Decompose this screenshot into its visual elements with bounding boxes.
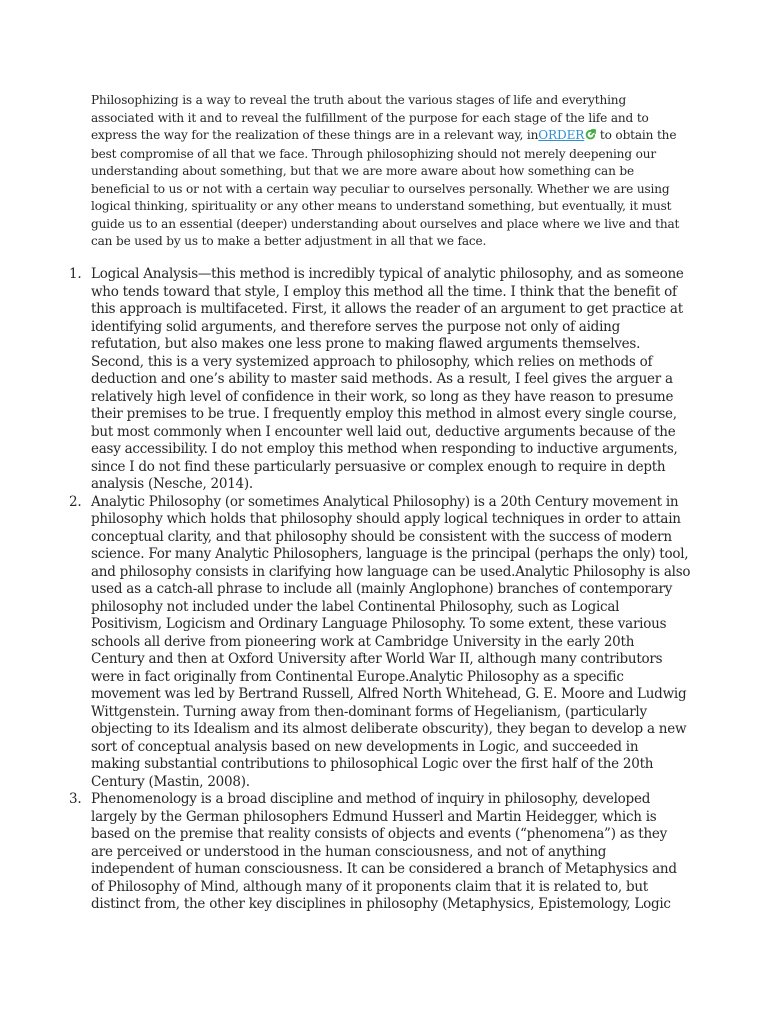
list-number: 3. bbox=[69, 791, 82, 807]
list-item bbox=[69, 266, 691, 494]
intro-text-after-link: to obtain the best compromise of all that we face. Through philosophizing should not merely deepening our understanding about something, but that we are more aware about how something can be beneficial to us or not with a certain way peculiar to ourselves personally. Whether we are using logical thinking, spirituality or any other means to understand something, but eventually, it must guide us to an essential (deeper) understanding about ourselves and place where we live and that can be used by us to make a better adjustment in all that we face. bbox=[91, 128, 680, 248]
list-item bbox=[69, 791, 691, 914]
list-number: 2. bbox=[69, 493, 82, 510]
list-item-text: Analytic Philosophy (or sometimes Analytical Philosophy) is a 20th Century movement in philosophy which holds that philosophy should apply logical techniques in order to attain conceptual clarity, and that philosophy should be consistent with the success of modern science. For many Analytic Philosophers, language is the principal (perhaps the only) tool, and philosophy consists in clarifying how language can be used.Analytic Philosophy is also used as a catch-all phrase to include all (mainly Anglophone) branches of contemporary philosophy not included under the label Continental Philosophy, such as Logical Positivism, Logicism and Ordinary Language Philosophy. To some extent, these various schools all derive from pioneering work at Cambridge University in the early 20th Century and then at Oxford University after World War II, although many contributors were in fact originally from Continental Europe.Analytic Philosophy as a specific movement was led by Bertrand Russell, Alfred North Whitehead, G. E. Moore and Ludwig Wittgenstein. Turning away from then-dominant forms of Hegelianism, (particularly objecting to its Idealism and its almost deliberate obscurity), they began to develop a new sort of conceptual analysis based on new developments in Logic, and succeeded in making substantial contributions to philosophical Logic over the first half of the 20th Century (Mastin, 2008). bbox=[91, 493, 691, 790]
list-item bbox=[69, 493, 691, 792]
order-link[interactable]: ORDER bbox=[538, 128, 585, 142]
methods-list bbox=[69, 266, 691, 914]
intro-text-before-link: Philosophizing is a way to reveal the truth about the various stages of life and everything associated with it and to reveal the fulfillment of the purpose for each stage of the life and to express the way for the realization of these things are in a relevant way, in bbox=[91, 93, 649, 142]
intro-paragraph bbox=[91, 92, 691, 251]
list-item-text: Phenomenology is a broad discipline and method of inquiry in philosophy, developed largely by the German philosophers Edmund Husserl and Martin Heidegger, which is based on the premise that reality consists of objects and events (“phenomena”) as they are perceived or understood in the human consciousness, and not of anything independent of human consciousness. It can be considered a branch of Metaphysics and of Philosophy of Mind, although many of it proponents claim that it is related to, but distinct from, the other key disciplines in philosophy (Metaphysics, Epistemology, Logic bbox=[91, 791, 677, 912]
list-number: 1. bbox=[69, 266, 82, 282]
external-link-icon[interactable] bbox=[585, 128, 596, 146]
list-item-text: Logical Analysis—this method is incredibly typical of analytic philosophy, and as someone who tends toward that style, I employ this method all the time. I think that the benefit of this approach is multifaceted. First, it allows the reader of an argument to get practice at identifying solid arguments, and therefore serves the purpose not only of aiding refutation, but also makes one less prone to making flawed arguments themselves. Second, this is a very systemized approach to philosophy, which relies on methods of deduction and one’s ability to master said methods. As a result, I feel gives the arguer a relatively high level of confidence in their work, so long as they have reason to presume their premises to be true. I frequently employ this method in almost every single course, but most commonly when I encounter well laid out, deductive arguments because of the easy accessibility. I do not employ this method when responding to inductive arguments, since I do not find these particularly persuasive or complex enough to require in depth analysis (Nesche, 2014). bbox=[91, 266, 684, 492]
